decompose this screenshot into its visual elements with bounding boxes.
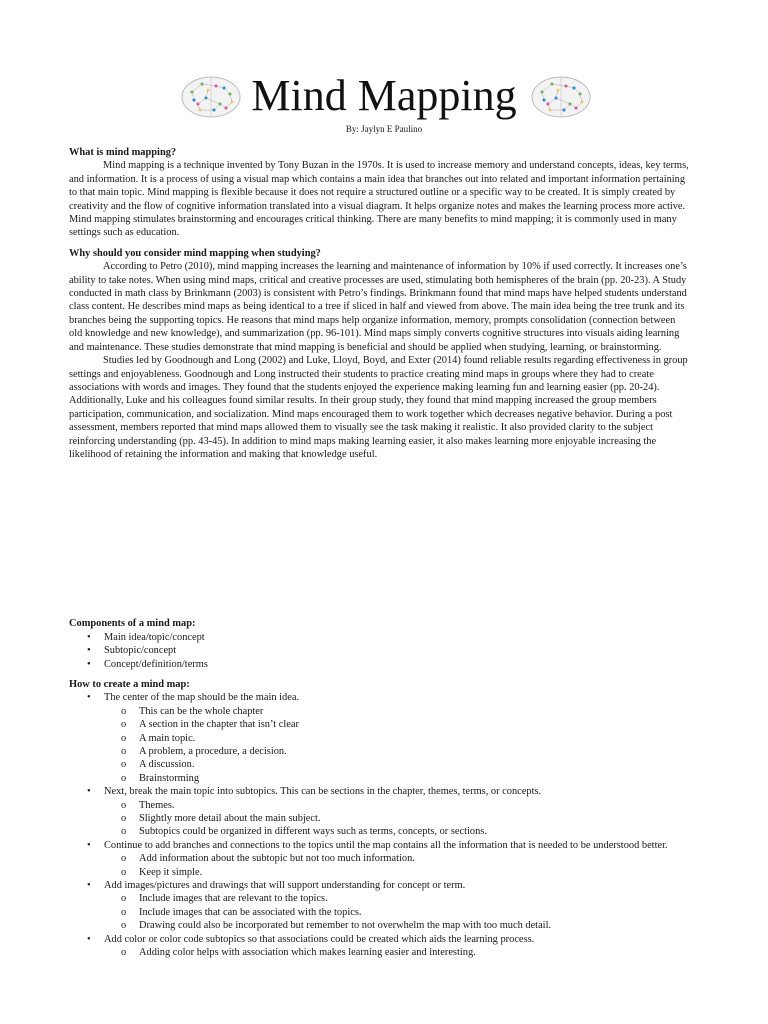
sub-list-item: o Adding color helps with association which makes learning easier and interesting. <box>104 946 691 959</box>
section-heading-what: What is mind mapping? <box>69 147 177 158</box>
paragraph-why-1: According to Petro (2010), mind mapping increases the learning and maintenance of information by 10% if used correctly. It increases one’s ability to take notes. When using mind maps, critical and creative processes are used, stimulating both hemispheres of the brain (pp. 20-23). A Study conducted in math class by Brinkmann (2003) is consistent with Petro’s findings. Brinkmann found that mind maps have helped students understand class content. He describes mind maps as being identical to a tree if sliced in half and viewed from above. The main idea being the tree trunk and its branches being the supporting topics. He reasons that mind maps help organize information, memory, prompts consolidation (connection between old knowledge and new knowledge), and summarization (pp. 96-101). Mind maps simply converts cognitive structures into visuals aiding learning and maintenance. These studies demonstrate that mind mapping is beneficial and should be applied when studying, learning, or brainstorming. <box>69 261 687 353</box>
list-item-text: The center of the map should be the main idea. <box>104 692 300 704</box>
section-heading-why: Why should you consider mind mapping when studying? <box>69 247 321 259</box>
paragraph-what: Mind mapping is a technique invented by Tony Buzan in the 1970s. It is used to increase memory and understand concepts, ideas, key terms, and information. It is a process of using a visual map which contains a main idea that branches out into related and important information pertaining to that main topic. Mind mapping is flexible because it does not require a structured outline or a specific way to be created. It is simply created by creativity and the flow of cognitive information translated into a visual diagram. It helps organize notes and makes the learning process more active. Mind mapping stimulates brainstorming and encourages critical thinking. There are many benefits to mind mapping; it is commonly used in many settings such as education. <box>69 160 689 239</box>
list-item: • Subtopic/concept <box>69 644 691 657</box>
sub-list-item: o Brainstorming <box>104 772 691 785</box>
document-header <box>0 68 768 132</box>
sub-list-item: o Themes. <box>104 799 691 812</box>
list-item <box>69 839 691 879</box>
sub-list-item: o Include images that can be associated with the topics. <box>104 906 691 919</box>
list-item-text: Add color or color code subtopics so that associations could be created which aids the learning process. <box>104 933 535 945</box>
sub-list-item: o Keep it simple. <box>104 866 691 879</box>
sub-list-item: o A problem, a procedure, a decision. <box>104 745 691 758</box>
byline: By: Jaylyn E Paulino <box>345 124 423 134</box>
list-item <box>69 879 691 933</box>
sub-list-item: o Add information about the subtopic but not too much information. <box>104 852 691 865</box>
sub-list-item: o A discussion. <box>104 758 691 771</box>
sub-list-item: o Slightly more detail about the main subject. <box>104 812 691 825</box>
list-item <box>69 691 691 785</box>
list-item-text: Next, break the main topic into subtopics. This can be sections in the chapter, themes, terms, or concepts. <box>104 786 542 798</box>
sub-list <box>104 946 691 959</box>
section-heading-components: Components of a mind map: <box>69 618 196 630</box>
sub-list-item: o A main topic. <box>104 732 691 745</box>
sub-list <box>104 892 691 932</box>
brain-network-icon <box>530 74 592 120</box>
sub-list-item: o This can be the whole chapter <box>104 705 691 718</box>
sub-list <box>104 799 691 839</box>
sub-list-item: o A section in the chapter that isn’t clear <box>104 718 691 731</box>
list-item-text: Continue to add branches and connections to the topics until the map contains all the information that is needed to be understood better. <box>104 839 668 851</box>
paragraph-why-2: Studies led by Goodnough and Long (2002) and Luke, Lloyd, Boyd, and Exter (2014) found reliable results regarding effectiveness in group settings and enjoyableness. Goodnough and Long instructed their students to practice creating mind maps in groups where they had to create associations with words and images. They found that the students enjoyed the experience making learning fun and learning easier (pp. 20-24). Additionally, Luke and his colleagues found similar results. In their group study, they found that mind mapping increased the group members participation, communication, and socialization. Mind maps encouraged them to work together which decreases negative behavior. During a post assessment, members reported that mind maps allowed them to visually see the task making it realistic. It also provided clarity to the subject reinforcing understanding (pp. 43-45). In addition to mind maps making learning easier, it also makes learning more enjoyable increasing the likelihood of retaining the information and making that knowledge useful. <box>69 355 688 460</box>
list-item: • Concept/definition/terms <box>69 658 691 671</box>
howto-list <box>69 691 691 959</box>
page-title: Mind Mapping <box>251 71 517 120</box>
list-item <box>69 933 691 960</box>
section-heading-howto: How to create a mind map: <box>69 678 190 690</box>
document-body <box>69 146 691 960</box>
list-item <box>69 785 691 839</box>
sub-list-item: o Drawing could also be incorporated but remember to not overwhelm the map with too much detail. <box>104 919 691 932</box>
components-list <box>69 631 691 671</box>
list-item: • Main idea/topic/concept <box>69 631 691 644</box>
sub-list <box>104 852 691 879</box>
sub-list-item: o Include images that are relevant to the topics. <box>104 892 691 905</box>
sub-list <box>104 705 691 785</box>
list-item-text: Add images/pictures and drawings that will support understanding for concept or term. <box>104 880 466 892</box>
sub-list-item: o Subtopics could be organized in different ways such as terms, concepts, or sections. <box>104 825 691 838</box>
